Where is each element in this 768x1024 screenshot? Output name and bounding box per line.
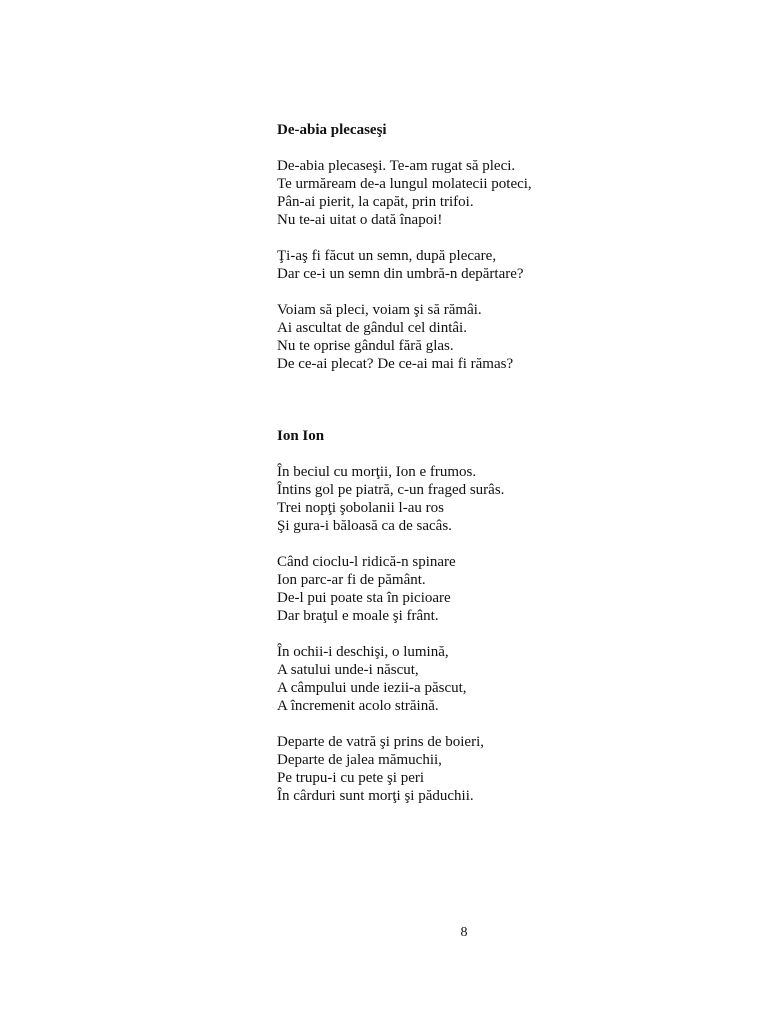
poem-line: A încremenit acolo străină. xyxy=(277,698,439,714)
stanza xyxy=(277,733,717,805)
poem-title: Ion Ion xyxy=(277,428,325,444)
poem-line: În beciul cu morţii, Ion e frumos. xyxy=(277,464,477,480)
poem-line: Când cioclu-l ridică-n spinare xyxy=(277,554,456,570)
poem-line: A satului unde-i născut, xyxy=(277,662,419,678)
poem-line: Te urmăream de-a lungul molatecii poteci, xyxy=(277,176,532,192)
poem-line: În cârduri sunt morţi şi păduchii. xyxy=(277,788,474,804)
poem-line: Dar ce-i un semn din umbră-n depărtare? xyxy=(277,266,524,282)
stanza xyxy=(277,301,717,373)
poem-line: Pe trupu-i cu pete şi peri xyxy=(277,770,425,786)
poem-line: În ochii-i deschişi, o lumină, xyxy=(277,644,449,660)
stanza xyxy=(277,553,717,625)
poem-line: Voiam să pleci, voiam şi să rămâi. xyxy=(277,302,482,318)
page-content xyxy=(277,121,717,805)
poem-line: Nu te-ai uitat o dată înapoi! xyxy=(277,212,443,228)
stanza xyxy=(277,247,717,283)
poem-line: De ce-ai plecat? De ce-ai mai fi rămas? xyxy=(277,356,514,372)
poem-line: A câmpului unde iezii-a păscut, xyxy=(277,680,467,696)
stanza xyxy=(277,157,717,229)
poem-line: Ion parc-ar fi de pământ. xyxy=(277,572,426,588)
poem-line: Dar braţul e moale şi frânt. xyxy=(277,608,439,624)
poem-line: Nu te oprise gândul fără glas. xyxy=(277,338,454,354)
poem-line: Şi gura-i băloasă ca de sacâs. xyxy=(277,518,452,534)
stanza xyxy=(277,463,717,535)
stanza xyxy=(277,643,717,715)
poem-line: De-abia plecaseşi. Te-am rugat să pleci. xyxy=(277,158,516,174)
page-number: 8 xyxy=(460,925,468,940)
poem-title: De-abia plecaseşi xyxy=(277,122,387,138)
poem-line: Departe de jalea mămuchii, xyxy=(277,752,442,768)
poem-line: Ai ascultat de gândul cel dintâi. xyxy=(277,320,467,336)
poem-line: Trei nopţi şobolanii l-au ros xyxy=(277,500,444,516)
poem-line: Pân-ai pierit, la capăt, prin trifoi. xyxy=(277,194,474,210)
poem-line: Departe de vatră şi prins de boieri, xyxy=(277,734,485,750)
poem xyxy=(277,121,717,373)
poem-line: Ţi-aş fi făcut un semn, după plecare, xyxy=(277,248,497,264)
poem xyxy=(277,427,717,805)
poem-line: De-l pui poate sta în picioare xyxy=(277,590,451,606)
poem-line: Întins gol pe piatră, c-un fraged surâs. xyxy=(277,482,505,498)
